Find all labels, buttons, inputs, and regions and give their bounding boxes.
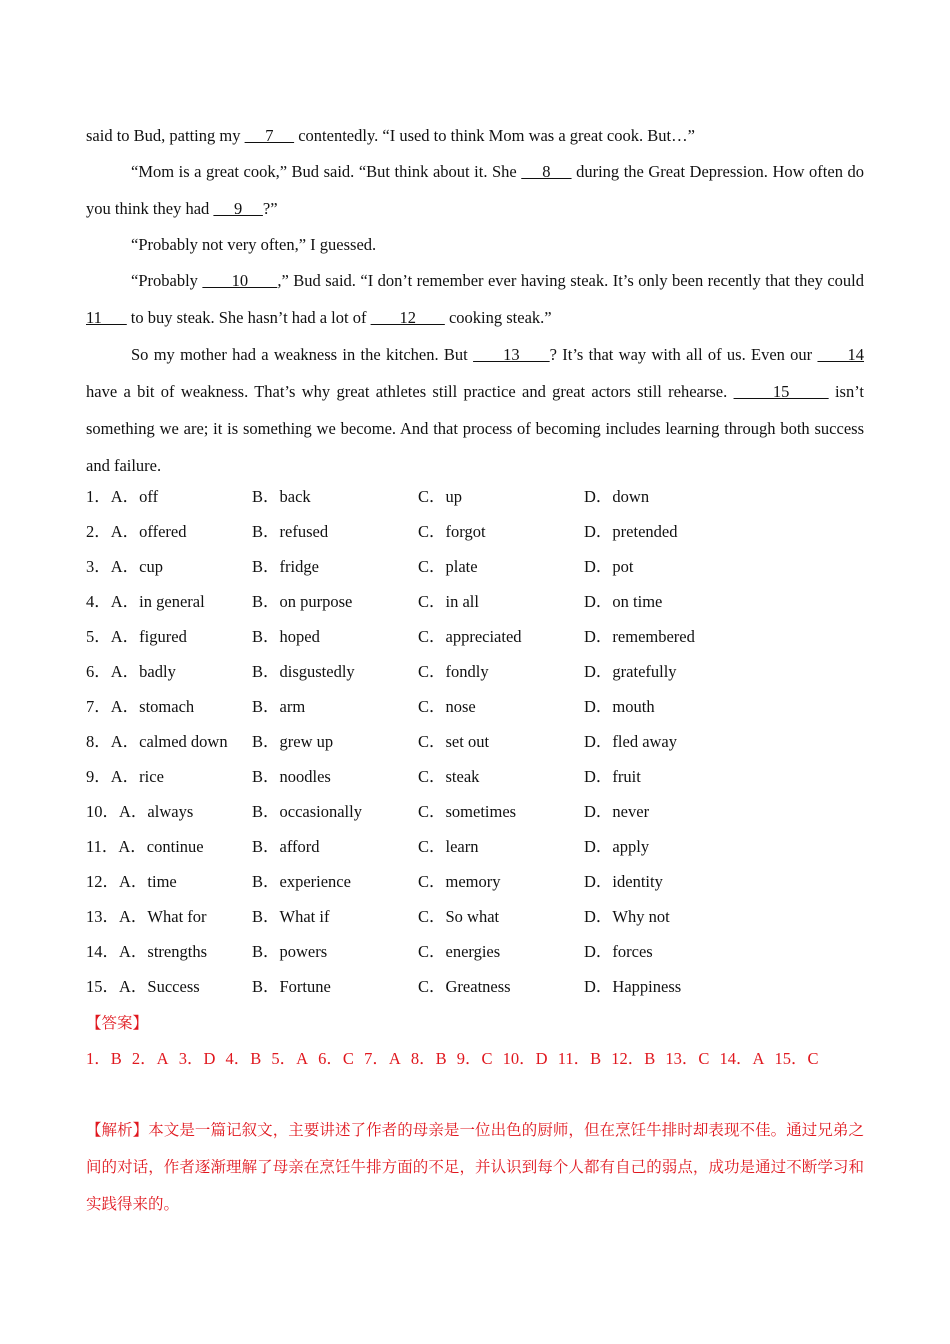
option-row xyxy=(86,549,864,584)
option-d: D．pot xyxy=(584,557,634,576)
option-b: B．back xyxy=(252,487,311,506)
option-d: D．fruit xyxy=(584,767,641,786)
option-b: B．on purpose xyxy=(252,592,353,611)
option-c: C．sometimes xyxy=(418,802,517,821)
option-a: 2．A．offered xyxy=(86,522,187,541)
answer-heading: 【答案】 xyxy=(86,1014,149,1032)
option-row xyxy=(86,899,864,934)
answer-item: 9．C xyxy=(456,1049,493,1068)
option-a: 5．A．figured xyxy=(86,627,187,646)
option-b: B．disgustedly xyxy=(252,662,355,681)
option-d: D．gratefully xyxy=(584,662,677,681)
blank-11: 11___ xyxy=(86,308,127,327)
option-b: B．noodles xyxy=(252,767,331,786)
blank-14: ___14 xyxy=(817,345,865,364)
option-c: C．appreciated xyxy=(418,627,522,646)
answer-item: 4．B xyxy=(225,1049,262,1068)
option-c: C．forgot xyxy=(418,522,486,541)
option-a: 13．A．What for xyxy=(86,907,207,926)
answer-item: 15．C xyxy=(774,1049,819,1068)
answer-item: 14．A xyxy=(719,1049,765,1068)
answer-item: 2．A xyxy=(131,1049,169,1068)
option-b: B．arm xyxy=(252,697,306,716)
option-c: C．fondly xyxy=(418,662,489,681)
option-a: 12．A．time xyxy=(86,872,177,891)
option-row xyxy=(86,479,864,514)
option-a: 10．A．always xyxy=(86,802,194,821)
answer-item: 1．B xyxy=(86,1049,122,1068)
option-c: C．memory xyxy=(418,872,501,891)
blank-9: __9__ xyxy=(213,199,263,218)
passage-text: during the Great Depression. How often do you think they had xyxy=(86,162,864,218)
passage-paragraph-4 xyxy=(86,262,864,336)
option-d: D．pretended xyxy=(584,522,678,541)
option-row xyxy=(86,654,864,689)
passage-text: isn’t something we are; it is something we become. And that process of becoming includes learning through both success and failure. xyxy=(86,382,864,475)
option-b: B．powers xyxy=(252,942,328,961)
passage-paragraph-3 xyxy=(86,227,864,262)
passage-text: said to Bud, patting my xyxy=(86,126,245,145)
answer-item: 3．D xyxy=(178,1049,216,1068)
passage-text: cooking steak.” xyxy=(444,308,552,327)
cloze-passage xyxy=(86,118,864,484)
answer-item: 13．C xyxy=(665,1049,710,1068)
passage-text: contentedly. “I used to think Mom was a great cook. But…” xyxy=(294,126,695,145)
option-c: C．Greatness xyxy=(418,977,511,996)
option-row xyxy=(86,724,864,759)
passage-text: ,” Bud said. “I don’t remember ever having steak. It’s only been recently that they could xyxy=(277,271,865,290)
blank-12: ___12___ xyxy=(370,308,445,327)
option-b: B．hoped xyxy=(252,627,320,646)
option-c: C．energies xyxy=(418,942,501,961)
passage-text: “Probably xyxy=(131,271,203,290)
option-b: B．Fortune xyxy=(252,977,331,996)
passage-text: have a bit of weakness. That’s why great athletes still practice and great actors still rehearse. xyxy=(86,382,734,401)
option-a: 14．A．strengths xyxy=(86,942,207,961)
option-a: 8．A．calmed down xyxy=(86,732,228,751)
answer-item: 6．C xyxy=(318,1049,354,1068)
option-b: B．occasionally xyxy=(252,802,362,821)
passage-paragraph-1 xyxy=(86,118,864,153)
blank-10: ___10___ xyxy=(202,271,278,290)
option-a: 4．A．in general xyxy=(86,592,205,611)
passage-text: ? It’s that way with all of us. Even our xyxy=(549,345,818,364)
blank-8: __8__ xyxy=(521,162,572,181)
blank-7: __7__ xyxy=(244,126,295,145)
option-row xyxy=(86,934,864,969)
explanation-heading: 【解析】 xyxy=(86,1121,149,1139)
passage-text: to buy steak. She hasn’t had a lot of xyxy=(126,308,371,327)
option-row xyxy=(86,794,864,829)
option-d: D．fled away xyxy=(584,732,678,751)
option-d: D．mouth xyxy=(584,697,655,716)
answer-item: 11．B xyxy=(557,1049,602,1068)
option-a: 7．A．stomach xyxy=(86,697,195,716)
explanation xyxy=(86,1112,864,1223)
answer-item: 5．A xyxy=(271,1049,309,1068)
option-d: D．Happiness xyxy=(584,977,682,996)
option-row xyxy=(86,689,864,724)
option-row xyxy=(86,829,864,864)
option-row xyxy=(86,514,864,549)
option-b: B．afford xyxy=(252,837,320,856)
option-d: D．remembered xyxy=(584,627,695,646)
option-a: 9．A．rice xyxy=(86,767,164,786)
option-a: 6．A．badly xyxy=(86,662,176,681)
option-d: D．on time xyxy=(584,592,663,611)
option-b: B．experience xyxy=(252,872,351,891)
passage-paragraph-2 xyxy=(86,153,864,227)
option-c: C．in all xyxy=(418,592,479,611)
option-d: D．Why not xyxy=(584,907,670,926)
option-c: C．So what xyxy=(418,907,500,926)
option-row xyxy=(86,969,864,1004)
answer-options-list xyxy=(86,479,864,1004)
answer-item: 7．A xyxy=(364,1049,401,1068)
blank-13: ___13___ xyxy=(473,345,550,364)
option-d: D．down xyxy=(584,487,650,506)
option-row xyxy=(86,619,864,654)
explanation-text: 本文是一篇记叙文，主要讲述了作者的母亲是一位出色的厨师，但在烹饪牛排时却表现不佳。通过兄弟之间的对话，作者逐渐理解了母亲在烹饪牛排方面的不足，并认识到每个人都有自己的弱点，成功是通过不断学习和实践得来的。 xyxy=(86,1121,864,1213)
passage-text: “Mom is a great cook,” Bud said. “But think about it. She xyxy=(131,162,522,181)
option-d: D．forces xyxy=(584,942,653,961)
option-c: C．steak xyxy=(418,767,480,786)
option-a: 15．A．Success xyxy=(86,977,200,996)
option-d: D．identity xyxy=(584,872,663,891)
option-c: C．plate xyxy=(418,557,478,576)
answer-key xyxy=(86,1040,864,1077)
option-c: C．up xyxy=(418,487,463,506)
blank-15: ____15____ xyxy=(733,382,829,401)
answer-item: 10．D xyxy=(502,1049,548,1068)
option-c: C．set out xyxy=(418,732,490,751)
option-c: C．nose xyxy=(418,697,476,716)
option-row xyxy=(86,584,864,619)
option-b: B．fridge xyxy=(252,557,319,576)
option-a: 3．A．cup xyxy=(86,557,163,576)
option-b: B．refused xyxy=(252,522,329,541)
option-row xyxy=(86,864,864,899)
answer-item: 8．B xyxy=(410,1049,447,1068)
option-c: C．learn xyxy=(418,837,479,856)
passage-text: So my mother had a weakness in the kitchen. But xyxy=(131,345,474,364)
passage-paragraph-5 xyxy=(86,336,864,484)
option-b: B．grew up xyxy=(252,732,334,751)
option-b: B．What if xyxy=(252,907,330,926)
option-row xyxy=(86,759,864,794)
option-a: 1．A．off xyxy=(86,487,159,506)
option-a: 11．A．continue xyxy=(86,837,204,856)
answer-item: 12．B xyxy=(611,1049,656,1068)
passage-text: “Probably not very often,” I guessed. xyxy=(131,235,377,254)
option-d: D．apply xyxy=(584,837,650,856)
option-d: D．never xyxy=(584,802,650,821)
passage-text: ?” xyxy=(262,199,278,218)
